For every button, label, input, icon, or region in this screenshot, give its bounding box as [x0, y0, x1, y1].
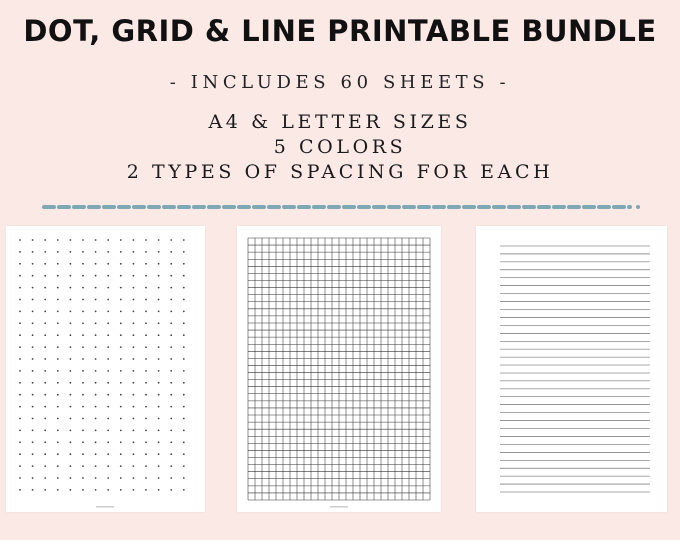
dashed-divider	[42, 204, 642, 210]
grid-pattern	[248, 238, 430, 500]
square-grid-sheet	[237, 226, 441, 512]
feature-list	[0, 110, 680, 185]
sheet-footer-mark	[96, 506, 114, 508]
line-pattern	[500, 246, 650, 492]
feature-sizes: A4 & LETTER SIZES	[208, 111, 472, 133]
sheet-footer-mark	[330, 506, 348, 508]
dot-pattern	[19, 239, 185, 491]
page-title: DOT, GRID & LINE PRINTABLE BUNDLE	[23, 14, 657, 48]
feature-colors: 5 COLORS	[273, 136, 407, 158]
lined-sheet	[476, 226, 667, 512]
feature-spacing: 2 TYPES OF SPACING FOR EACH	[126, 161, 554, 183]
sheet-count-subtitle: - INCLUDES 60 SHEETS -	[169, 72, 511, 93]
dot-grid-sheet	[6, 226, 205, 512]
